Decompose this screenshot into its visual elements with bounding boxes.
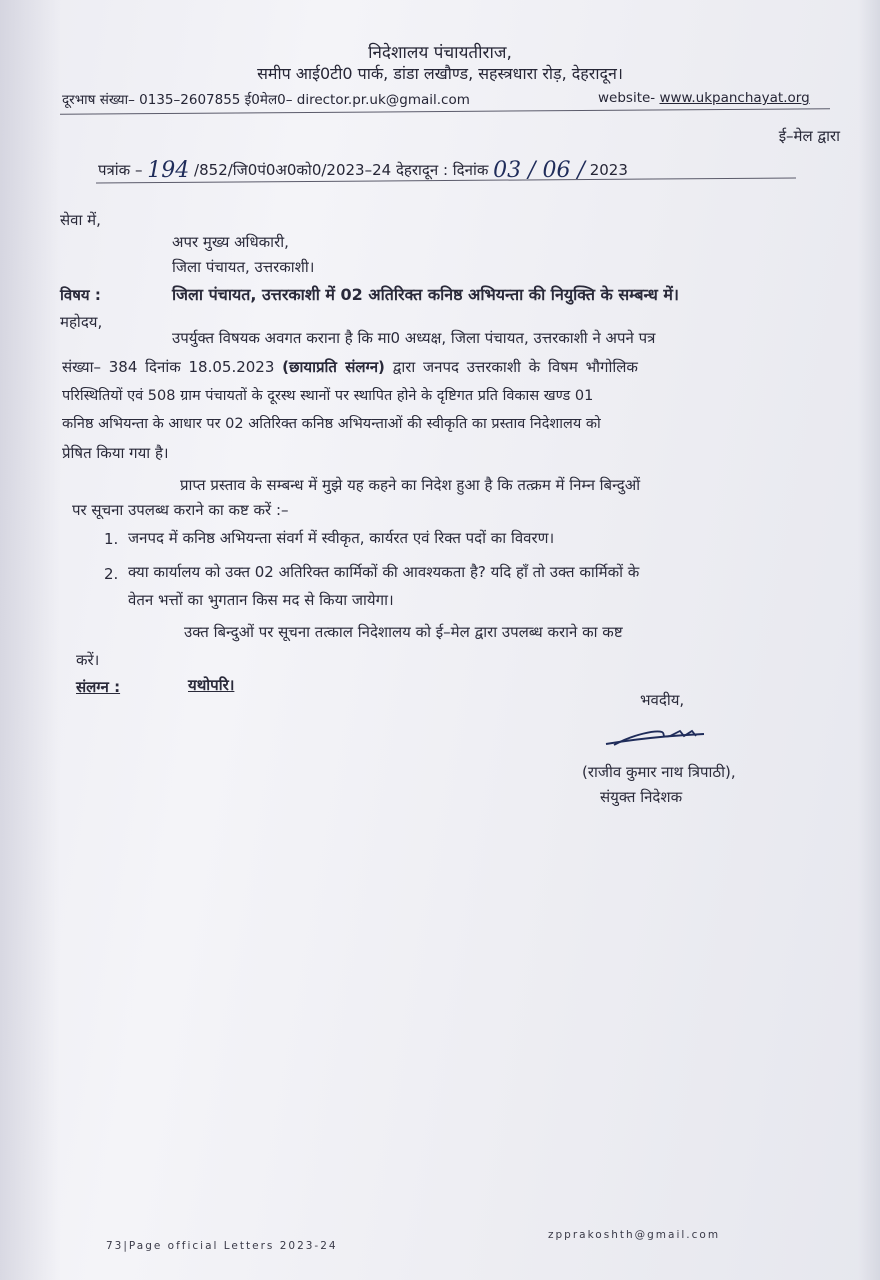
closing-yours: भवदीय, [640, 691, 685, 709]
ref-number-handwritten: 194 [147, 158, 190, 183]
item1-number: 1. [104, 530, 119, 548]
addressee-office: जिला पंचायत, उत्तरकाशी। [172, 258, 315, 276]
subject-label: विषय : [60, 286, 101, 304]
date-handwritten: 03 / 06 / [493, 158, 585, 183]
item1-text: जनपद में कनिष्ठ अभियन्ता संवर्ग में स्वीकृत, कार्यरत एवं रिक्त पदों का विवरण। [128, 529, 555, 547]
website-label: website- [598, 90, 660, 106]
signatory-designation: संयुक्त निदेशक [600, 788, 683, 806]
addressee-intro: सेवा में, [60, 211, 101, 229]
para3-line2: करें। [76, 651, 100, 669]
enclosure-value: यथोपरि। [188, 676, 235, 694]
phone-email: दूरभाष संख्या– 0135–2607855 ई0मेल0– director.pr.uk@gmail.com [62, 92, 470, 108]
ref-year: 2023 [589, 161, 628, 179]
para1-line5: प्रेषित किया गया है। [62, 444, 169, 462]
para2-line1: प्राप्त प्रस्ताव के सम्बन्ध में मुझे यह कहने का निदेश हुआ है कि तत्क्रम में निम्न बिन्दुओं [180, 476, 641, 494]
addressee-title: अपर मुख्य अधिकारी, [172, 233, 289, 251]
ref-prefix: पत्रांक – [98, 161, 143, 179]
para1-line1: उपर्युक्त विषयक अवगत कराना है कि मा0 अध्यक्ष, जिला पंचायत, उत्तरकाशी ने अपने पत्र [172, 329, 656, 347]
header-rule [60, 108, 830, 114]
item2-line1: क्या कार्यालय को उक्त 02 अतिरिक्त कार्मिकों की आवश्यकता है? यदि हाँ तो उक्त कार्मिकों के [128, 563, 640, 581]
para1-line2-a: संख्या– 384 दिनांक 18.05.2023 [62, 358, 283, 376]
website [598, 90, 810, 106]
office-name: निदेशालय पंचायतीराज, [368, 43, 512, 63]
footer-email: zpprakoshth@gmail.com [548, 1229, 721, 1241]
signatory-name: (राजीव कुमार नाथ त्रिपाठी), [582, 763, 736, 781]
subject-text: जिला पंचायत, उत्तरकाशी में 02 अतिरिक्त कनिष्ठ अभियन्ता की नियुक्ति के सम्बन्ध में। [172, 285, 679, 304]
contact-line [62, 90, 810, 108]
page-shadow [0, 0, 60, 1280]
item2-number: 2. [104, 565, 119, 583]
page-edge [858, 0, 880, 1280]
para2-line2: पर सूचना उपलब्ध कराने का कष्ट करें :– [72, 501, 289, 519]
salutation: महोदय, [60, 313, 103, 331]
website-url: www.ukpanchayat.org [659, 90, 810, 106]
para1-line4: कनिष्ठ अभियन्ता के आधार पर 02 अतिरिक्त कनिष्ठ अभियन्ताओं की स्वीकृति का प्रस्ताव निदेशालय को [62, 416, 601, 432]
signature-mark [600, 722, 710, 750]
para3-line1: उक्त बिन्दुओं पर सूचना तत्काल निदेशालय को ई–मेल द्वारा उपलब्ध कराने का कष्ट [184, 623, 623, 641]
reference-line [98, 156, 628, 181]
footer-page-note: 73|Page official Letters 2023-24 [106, 1240, 338, 1252]
enclosure-label: संलग्न : [76, 678, 121, 696]
office-address: समीप आई0टी0 पार्क, डांडा लखौण्ड, सहस्त्रधारा रोड़, देहरादून। [257, 64, 623, 83]
para1-line3: परिस्थितियों एवं 508 ग्राम पंचायतों के दूरस्थ स्थानों पर स्थापित होने के दृष्टिगत प्रति विकास खण्ड 01 [62, 388, 594, 404]
enclosure-note: (छायाप्रति संलग्न) [282, 358, 385, 376]
para1-line2-c: द्वारा जनपद उत्तरकाशी के विषम भौगोलिक [384, 358, 638, 376]
item2-line2: वेतन भत्तों का भुगतान किस मद से किया जायेगा। [128, 591, 394, 609]
para1-line2 [62, 357, 638, 377]
ref-suffix: /852/जि0पं0अ0को0/2023–24 देहरादून : दिनांक [194, 161, 489, 179]
by-email-note: ई–मेल द्वारा [778, 127, 840, 145]
